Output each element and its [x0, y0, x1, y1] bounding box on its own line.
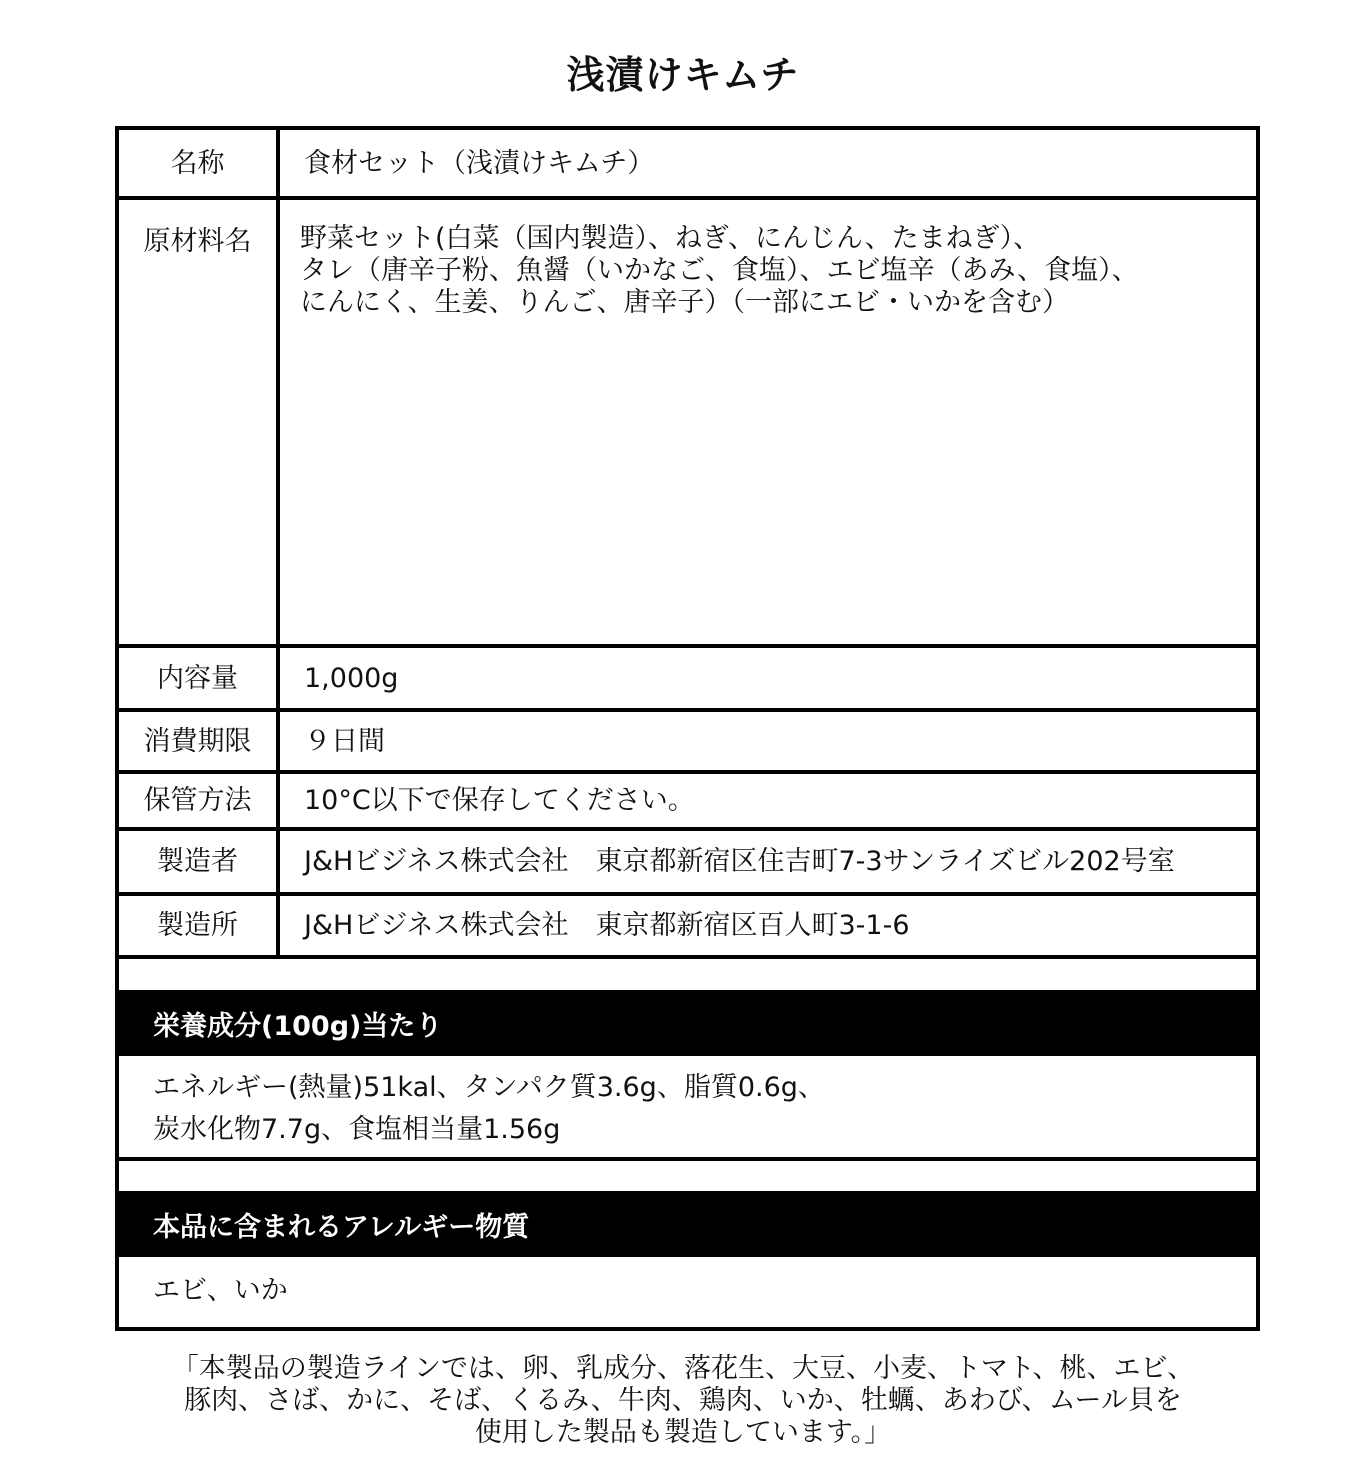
label-name: 名称	[170, 148, 225, 179]
footnote-line: 使用した製品も製造しています。」	[474, 1417, 892, 1448]
page-title: 浅漬けキムチ	[566, 53, 800, 97]
column-divider	[276, 126, 280, 959]
nutrition-heading: 栄養成分(100g)当たり	[153, 1011, 443, 1042]
value-expiry: ９日間	[304, 726, 385, 757]
row-divider	[115, 955, 1260, 959]
value-name: 食材セット（浅漬けキムチ）	[304, 148, 655, 179]
ingredients-line: タレ（唐辛子粉、魚醤（いかなご、食塩）、エビ塩辛（あみ、食塩）、	[300, 255, 1139, 286]
label-ingredients: 原材料名	[143, 226, 252, 257]
footnote-line: 「本製品の製造ラインでは、卵、乳成分、落花生、大豆、小麦、トマト、桃、エビ、	[171, 1353, 1195, 1384]
row-divider	[115, 892, 1260, 896]
row-divider	[115, 644, 1260, 648]
row-divider	[115, 196, 1260, 200]
footnote-line: 豚肉、さば、かに、そば、くるみ、牛肉、鶏肉、いか、牡蠣、あわび、ムール貝を	[184, 1385, 1182, 1416]
label-expiry: 消費期限	[143, 726, 252, 757]
allergen-value: エビ、いか	[153, 1275, 288, 1306]
cross-contamination-note	[0, 1353, 1366, 1449]
label-manufacturer: 製造者	[157, 846, 238, 877]
allergen-heading: 本品に含まれるアレルギー物質	[153, 1212, 530, 1243]
ingredients-line: 野菜セット(白菜（国内製造）、ねぎ、にんじん、たまねぎ）、	[300, 223, 1041, 254]
row-divider	[115, 770, 1260, 774]
value-ingredients	[300, 223, 1139, 319]
nutrition-facts	[153, 1067, 825, 1151]
label-net-weight: 内容量	[157, 663, 238, 694]
row-divider	[115, 1157, 1260, 1161]
value-factory: J&Hビジネス株式会社 東京都新宿区百人町3-1-6	[304, 910, 910, 941]
nutrition-line: エネルギー(熱量)51kal、タンパク質3.6g、脂質0.6g、	[153, 1072, 825, 1103]
value-net-weight: 1,000g	[304, 663, 399, 694]
row-divider	[115, 827, 1260, 831]
label-storage: 保管方法	[143, 785, 252, 816]
nutrition-line: 炭水化物7.7g、食塩相当量1.56g	[153, 1114, 561, 1145]
value-manufacturer: J&Hビジネス株式会社 東京都新宿区住吉町7-3サンライズビル202号室	[304, 846, 1175, 877]
label-factory: 製造所	[157, 910, 238, 941]
ingredients-line: にんにく、生姜、りんご、唐辛子）（一部にエビ・いかを含む）	[300, 287, 1069, 318]
value-storage: 10°C以下で保存してください。	[304, 785, 695, 816]
row-divider	[115, 708, 1260, 712]
